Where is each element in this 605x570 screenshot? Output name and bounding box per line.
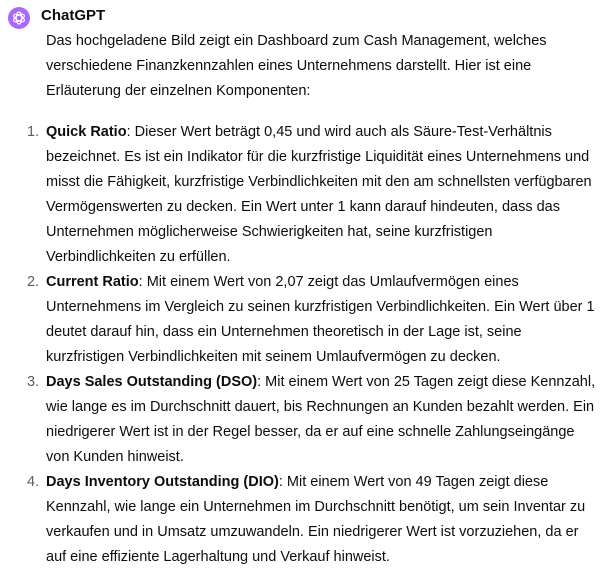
list-item	[27, 120, 598, 270]
list-item-text: : Mit einem Wert von 25 Tagen zeigt diese Kennzahl, wie lange es im Durchschnitt dauert, bis Rechnungen an Kunden bezahlt werden. Ein niedrigerer Wert ist in der Regel besser, da er auf eine schnelle Zahlungseingänge von Kunden hinweist.	[46, 374, 596, 465]
list-item-text: : Dieser Wert beträgt 0,45 und wird auch als Säure-Test-Verhältnis bezeichnet. Es ist ein Indikator für die kurzfristige Liquidität eines Unternehmens und misst die Fähigkeit, kurzfristige Verbindlichkeiten mit den am schnellsten verfügbaren Vermögenswerten zu decken. Ein Wert unter 1 kann darauf hindeuten, dass das Unternehmen möglicherweise Schwierigkeiten hat, seine kurzfristigen Verbindlichkeiten zu erfüllen.	[46, 124, 592, 265]
assistant-avatar	[8, 7, 30, 29]
list-item-number: 1.	[27, 124, 40, 140]
list-item-text: : Mit einem Wert von 49 Tagen zeigt diese Kennzahl, wie lange ein Unternehmen im Durchschnitt benötigt, um sein Inventar zu verkaufen und in Umsatz umzuwandeln. Ein niedrigerer Wert ist vorzuziehen, da er auf eine effiziente Lagerhaltung und Verkauf hinweist.	[46, 474, 586, 565]
list-item-term: Quick Ratio	[46, 124, 127, 140]
list-item-term: Days Sales Outstanding (DSO)	[46, 374, 258, 390]
intro-paragraph: Das hochgeladene Bild zeigt ein Dashboard zum Cash Management, welches verschiedene Finanzkennzahlen eines Unternehmens darstellt. Hier ist eine Erläuterung der einzelnen Komponenten:	[46, 33, 547, 99]
list-item-number: 2.	[27, 274, 40, 290]
list-item	[27, 470, 598, 570]
list-item-term: Days Inventory Outstanding (DIO)	[46, 474, 279, 490]
list-item-text: : Mit einem Wert von 2,07 zeigt das Umlaufvermögen eines Unternehmens im Vergleich zu seinen kurzfristigen Verbindlichkeiten. Ein Wert über 1 deutet darauf hin, dass ein Unternehmen theoretisch in der Lage ist, seine kurzfristigen Verbindlichkeiten mit seinem Umlaufvermögen zu decken.	[46, 274, 595, 365]
list-item	[27, 270, 598, 370]
list-item-number: 3.	[27, 374, 40, 390]
list-item-term: Current Ratio	[46, 274, 139, 290]
message-author: ChatGPT	[41, 7, 106, 24]
list-item	[27, 370, 598, 470]
openai-logo-icon	[11, 10, 27, 26]
list-item-number: 4.	[27, 474, 40, 490]
message-content	[27, 29, 598, 570]
numbered-list	[27, 120, 598, 570]
